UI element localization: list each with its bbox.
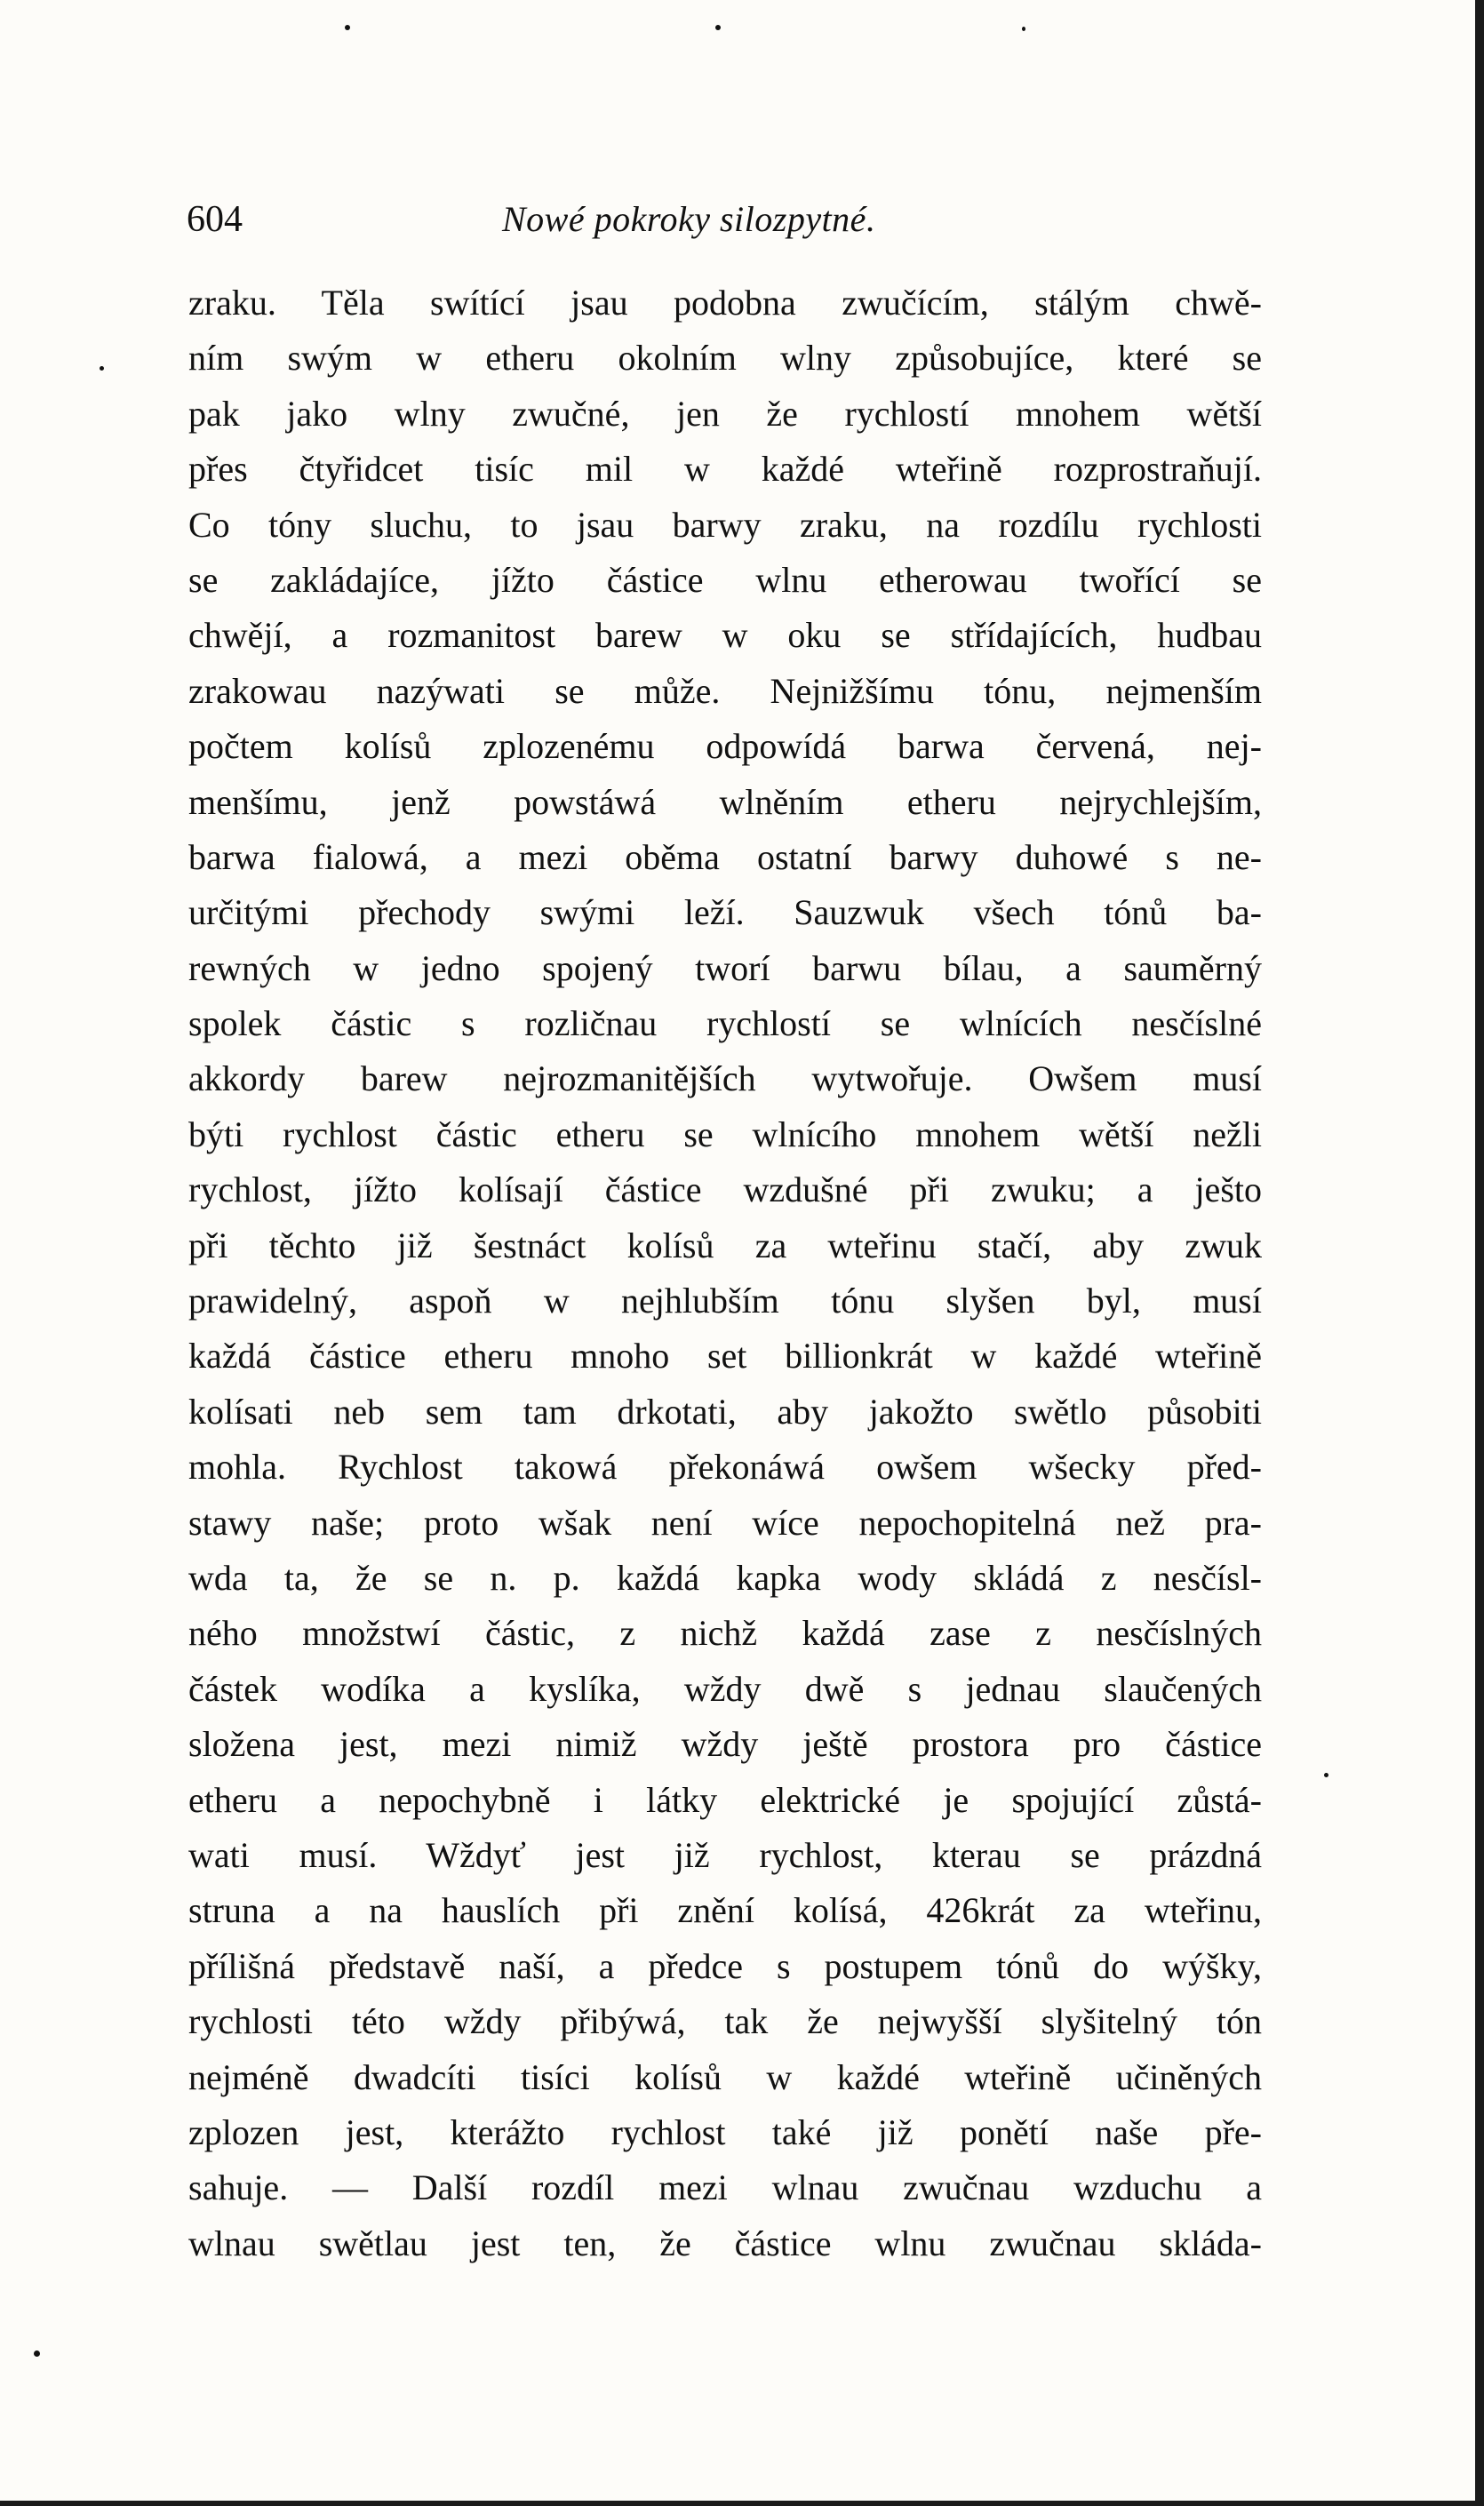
ink-speck (100, 366, 104, 371)
text-line: zraku. Těla swítící jsau podobna zwučícím, stálým chwě- (188, 283, 1262, 323)
text-line: sahuje. — Další rozdíl mezi wlnau zwučnau wzduchu a (188, 2167, 1262, 2208)
text-line: wda ta, že se n. p. každá kapka wody skládá z nesčísl- (188, 1557, 1262, 1598)
text-line: zrakowau nazýwati se může. Nejnižšímu tónu, nejmenším (188, 670, 1262, 711)
text-line: rychlost, jížto kolísají částice wzdušné při zwuku; a ješto (188, 1169, 1262, 1210)
text-line: přílišná představě naší, a předce s postupem tónů do wýšky, (188, 1945, 1262, 1986)
text-line: rychlosti této wždy přibýwá, tak že nejwyšší slyšitelný tón (188, 2001, 1262, 2042)
page-number: 604 (187, 199, 243, 240)
text-line: prawidelný, aspoň w nejhlubším tónu slyšen byl, musí (188, 1281, 1262, 1321)
text-line: kolísati neb sem tam drkotati, aby jakožto swětlo působiti (188, 1391, 1262, 1432)
text-line: při těchto již šestnáct kolísů za wteřinu stačí, aby zwuk (188, 1225, 1262, 1265)
text-line: spolek částic s rozličnau rychlostí se wlnících nesčíslné (188, 1003, 1262, 1044)
text-line: přes čtyřidcet tisíc mil w každé wteřině rozprostraňují. (188, 449, 1262, 490)
text-line: mohla. Rychlost takowá překonáwá owšem wšecky před- (188, 1447, 1262, 1488)
text-line: složena jest, mezi nimiž wždy ještě prostora pro částice (188, 1724, 1262, 1765)
text-line: počtem kolísů zplozenému odpowídá barwa červená, nej- (188, 726, 1262, 767)
text-line: wlnau swětlau jest ten, že částice wlnu zwučnau skláda- (188, 2223, 1262, 2263)
text-line: chwějí, a rozmanitost barew w oku se střídajících, hudbau (188, 615, 1262, 656)
text-line: nejméně dwadcíti tisíci kolísů w každé wteřině učiněných (188, 2056, 1262, 2097)
text-line: stawy naše; proto wšak není wíce nepochopitelná než pra- (188, 1502, 1262, 1543)
text-line: částek wodíka a kyslíka, wždy dwě s jednau slaučených (188, 1668, 1262, 1709)
ink-speck (345, 25, 350, 30)
scan-edge-right (1475, 0, 1484, 2506)
text-line: ním swým w etheru okolním wlny způsobujíce, které se (188, 338, 1262, 379)
text-line: zplozen jest, kterážto rychlost také již ponětí naše pře- (188, 2111, 1262, 2152)
text-line: rewných w jedno spojený tworí barwu bílau, a sauměrný (188, 947, 1262, 988)
text-line: určitými přechody swými leží. Sauzwuk všech tónů ba- (188, 892, 1262, 933)
ink-speck (715, 25, 721, 30)
text-line: každá částice etheru mnoho set billionkrát w každé wteřině (188, 1336, 1262, 1377)
text-line: etheru a nepochybně i látky elektrické je spojující zůstá- (188, 1779, 1262, 1820)
text-line: akkordy barew nejrozmanitějších wytwořuje. Owšem musí (188, 1058, 1262, 1099)
text-line: býti rychlost částic etheru se wlnícího mnohem wětší nežli (188, 1113, 1262, 1154)
text-line: ného množstwí částic, z nichž každá zase z nesčíslných (188, 1613, 1262, 1654)
ink-speck (34, 2350, 40, 2357)
text-line: barwa fialowá, a mezi oběma ostatní barwy duhowé s ne- (188, 836, 1262, 877)
running-title: Nowé pokroky silozpytné. (502, 199, 876, 239)
body-text (188, 275, 1262, 2271)
text-line: Co tóny sluchu, to jsau barwy zraku, na rozdílu rychlosti (188, 504, 1262, 545)
scan-edge-bottom (0, 2501, 1484, 2506)
text-line: wati musí. Wždyť jest již rychlost, kterau se prázdná (188, 1834, 1262, 1875)
ink-speck (1324, 1773, 1328, 1777)
text-line: pak jako wlny zwučné, jen že rychlostí mnohem wětší (188, 393, 1262, 434)
text-line: menšímu, jenž powstáwá wlněním etheru nejrychlejším, (188, 781, 1262, 822)
ink-speck (1022, 27, 1025, 31)
text-line: struna a na hauslích při znění kolísá, 426krát za wteřinu, (188, 1890, 1262, 1931)
text-line: se zakládajíce, jížto částice wlnu etherowau twořící se (188, 559, 1262, 600)
